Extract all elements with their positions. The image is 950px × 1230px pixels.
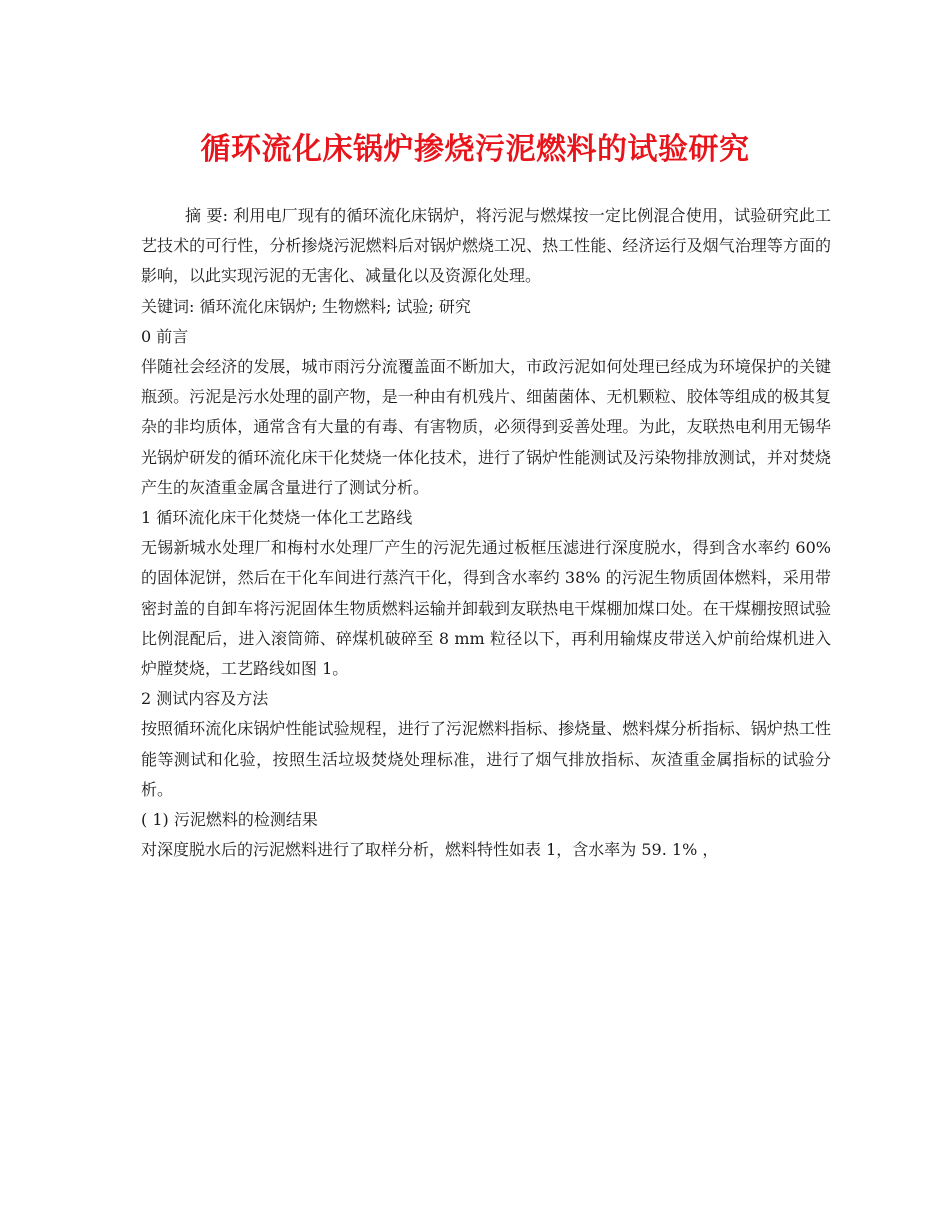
document-body	[141, 201, 831, 865]
section-paragraph: 按照循环流化床锅炉性能试验规程，进行了污泥燃料指标、掺烧量、燃料煤分析指标、锅炉热工性能等测试和化验，按照生活垃圾焚烧处理标准，进行了烟气排放指标、灰渣重金属指标的试验分析。	[141, 719, 831, 799]
section-heading: 2 测试内容及方法	[141, 689, 269, 709]
document-title: 循环流化床锅炉掺烧污泥燃料的试验研究	[200, 132, 750, 167]
abstract-paragraph: 摘 要: 利用电厂现有的循环流化床锅炉，将污泥与燃煤按一定比例混合使用，试验研究此工艺技术的可行性，分析掺烧污泥燃料后对锅炉燃烧工况、热工性能、经济运行及烟气治理等方面的影响，以此实现污泥的无害化、减量化以及资源化处理。	[141, 206, 831, 286]
section-heading: 1 循环流化床干化焚烧一体化工艺路线	[141, 508, 413, 528]
keywords-line: 关键词: 循环流化床锅炉; 生物燃料; 试验; 研究	[141, 296, 471, 316]
section-paragraph: 对深度脱水后的污泥燃料进行了取样分析，燃料特性如表 1，含水率为 59. 1% ，	[141, 840, 719, 860]
subsection-heading: ( 1) 污泥燃料的检测结果	[141, 810, 318, 830]
section-paragraph: 无锡新城水处理厂和梅村水处理厂产生的污泥先通过板框压滤进行深度脱水，得到含水率约 60%的固体泥饼，然后在干化车间进行蒸汽干化，得到含水率约 38% 的污泥生物质固体燃料，采用带密封盖的自卸车将污泥固体生物质燃料运输并卸载到友联热电干煤棚加煤口处。在干煤棚按照试验比例混配后，进入滚筒筛、碎煤机破碎至 8 mm 粒径以下，再利用输煤皮带送入炉前给煤机进入炉膛焚烧，工艺路线如图 1。	[141, 538, 831, 679]
section-heading: 0 前言	[141, 326, 189, 346]
section-paragraph: 伴随社会经济的发展，城市雨污分流覆盖面不断加大，市政污泥如何处理已经成为环境保护的关键瓶颈。污泥是污水处理的副产物，是一种由有机残片、细菌菌体、无机颗粒、胶体等组成的极其复杂的非均质体，通常含有大量的有毒、有害物质，必须得到妥善处理。为此，友联热电利用无锡华光锅炉研发的循环流化床干化焚烧一体化技术，进行了锅炉性能测试及污染物排放测试，并对焚烧产生的灰渣重金属含量进行了测试分析。	[141, 357, 831, 497]
